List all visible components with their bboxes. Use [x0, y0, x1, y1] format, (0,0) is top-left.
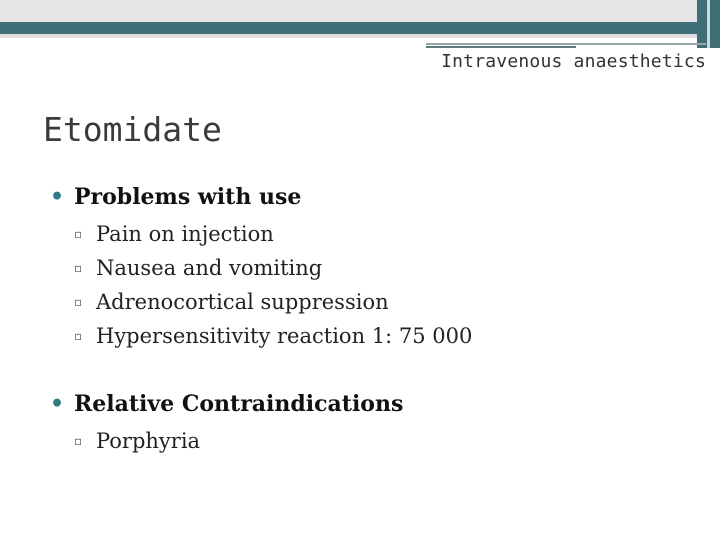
teal-header-bar — [0, 22, 720, 34]
list-item-text: Nausea and vomiting — [96, 256, 323, 280]
list-item — [74, 429, 200, 453]
header-title: Intravenous anaesthetics — [441, 51, 706, 72]
list-item-text: Porphyria — [96, 429, 201, 453]
square-bullet-icon: ▫ — [74, 227, 83, 241]
list-item-text: Pain on injection — [96, 222, 274, 246]
square-bullet-icon: ▫ — [74, 261, 83, 275]
list-item — [74, 222, 274, 246]
section-label: Problems with use — [74, 184, 302, 210]
list-item-text: Adrenocortical suppression — [96, 290, 389, 314]
corner-accent-stripe — [707, 0, 710, 48]
square-bullet-icon: ▫ — [74, 329, 83, 343]
section-label: Relative Contraindications — [74, 391, 404, 417]
section-heading-contraindications — [50, 391, 403, 417]
list-item — [74, 256, 322, 280]
header-underline-accent — [426, 46, 576, 48]
list-item-text: Hypersensitivity reaction 1: 75 000 — [96, 324, 473, 348]
top-decoration-band — [0, 0, 720, 22]
slide-title: Etomidate — [43, 110, 222, 149]
list-item — [74, 290, 389, 314]
square-bullet-icon: ▫ — [74, 434, 83, 448]
bullet-dot-icon: • — [50, 391, 65, 417]
header-underline — [426, 43, 706, 45]
list-item — [74, 324, 472, 348]
section-heading-problems — [50, 184, 301, 210]
header-divider-band — [0, 34, 720, 38]
bullet-dot-icon: • — [50, 184, 65, 210]
square-bullet-icon: ▫ — [74, 295, 83, 309]
